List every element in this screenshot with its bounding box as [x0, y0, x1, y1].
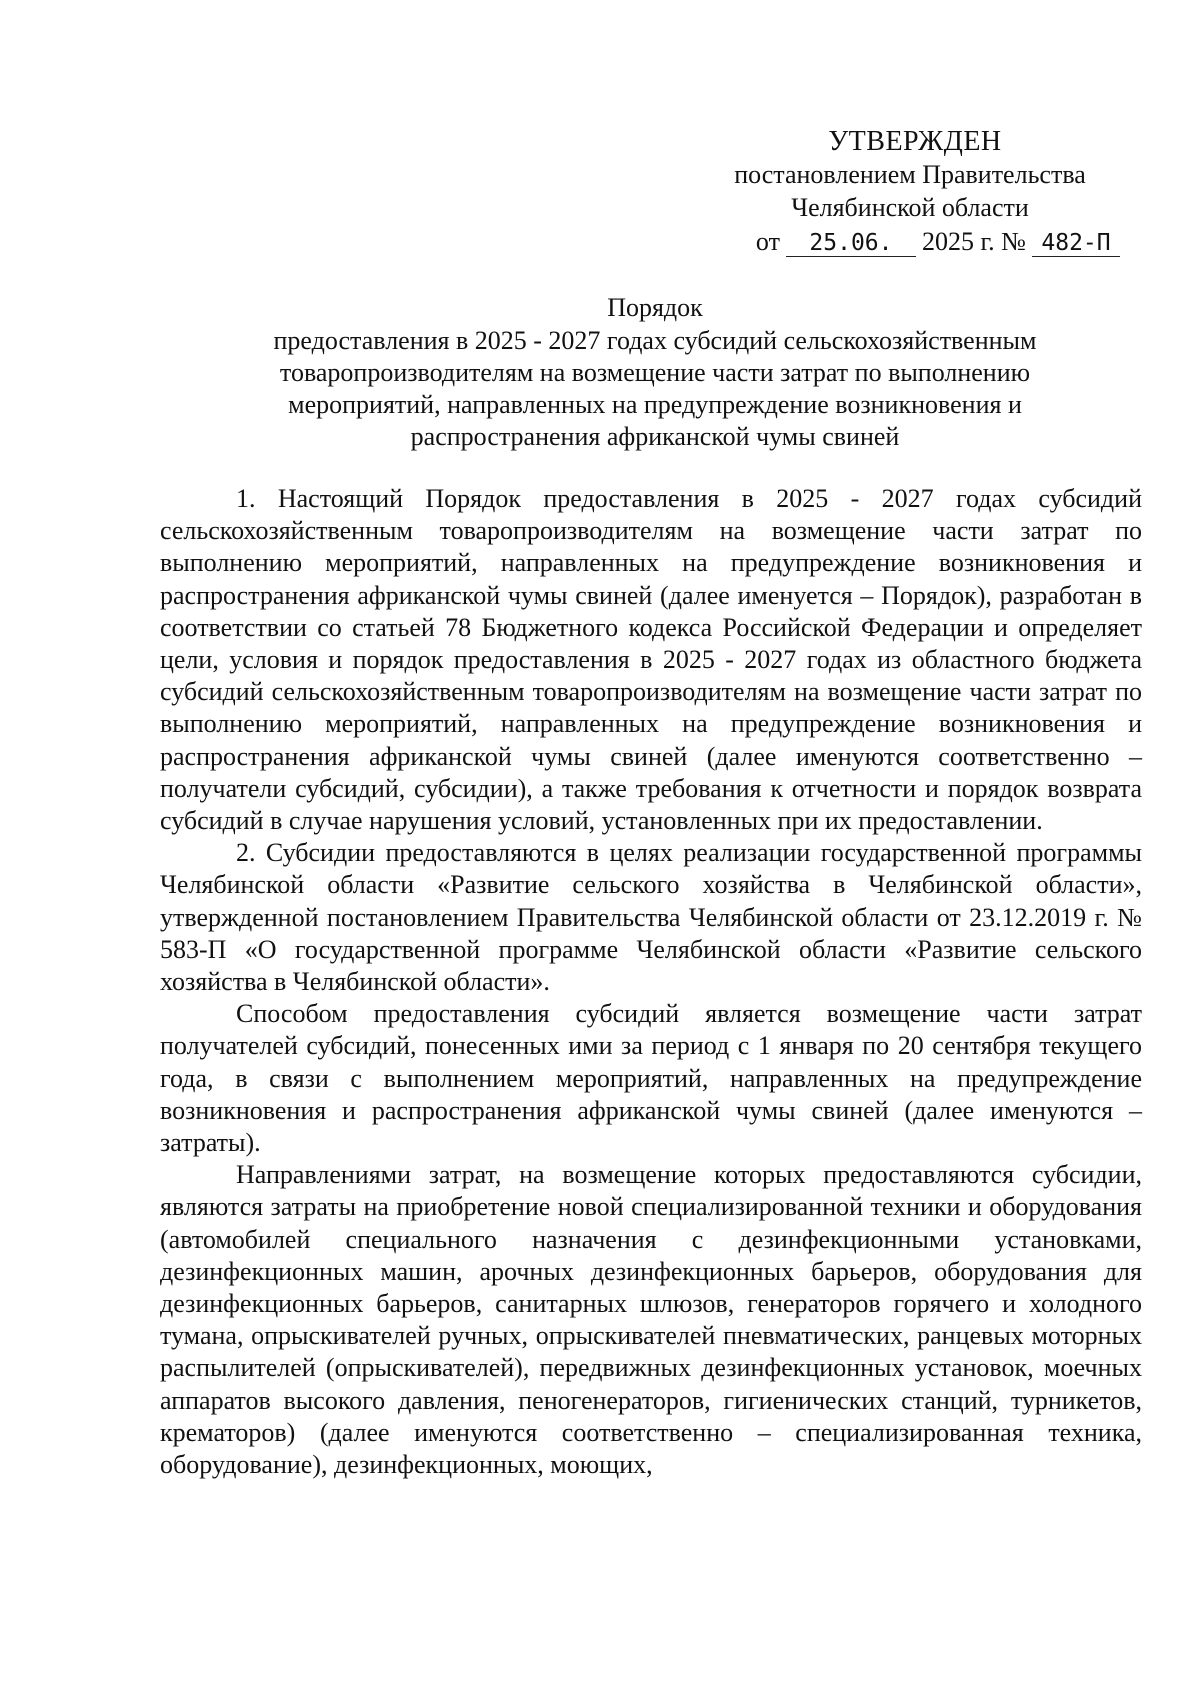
- approved-heading: УТВЕРЖДЕН: [828, 126, 1002, 157]
- title-subtitle-line: мероприятий, направленных на предупреждение возникновения и: [288, 390, 1022, 419]
- approval-date-line: [700, 225, 1120, 258]
- approval-year-label: 2025 г. №: [921, 227, 1026, 256]
- approval-line-2: Челябинской области: [791, 193, 1029, 222]
- paragraph-4: Направлениями затрат, на возмещение которых предоставляются субсидии, являются затраты на приобретение новой специализированной техники и оборудования (автомобилей специального назначения с дезинфекционными установками, дезинфекционных машин, арочных дезинфекционных барьеров, оборудования для дезинфекционных барьеров, санитарных шлюзов, генераторов горячего и холодного тумана, опрыскивателей ручных, опрыскивателей пневматических, ранцевых моторных распылителей (опрыскивателей), передвижных дезинфекционных установок, моечных аппаратов высокого давления, пеногенераторов, гигиенических станций, турникетов, крематоров) (далее именуются соответственно – специализированная техника, оборудование), дезинфекционных, моющих,: [160, 1160, 1142, 1480]
- paragraph-3: Способом предоставления субсидий является возмещение части затрат получателей субсидий, понесенных ими за период с 1 января по 20 сентября текущего года, в связи с выполнением мероприятий, направленных на предупреждение возникновения и распространения африканской чумы свиней (далее именуются – затраты).: [160, 999, 1142, 1158]
- paragraph-2: 2. Субсидии предоставляются в целях реализации государственной программы Челябинской области «Развитие сельского хозяйства в Челябинской области», утвержденной постановлением Правительства Челябинской области от 23.12.2019 г. № 583-П «О государственной программе Челябинской области «Развитие сельского хозяйства в Челябинской области».: [160, 838, 1142, 997]
- title-subtitle-line: предоставления в 2025 - 2027 годах субсидий сельскохозяйственным: [273, 326, 1037, 355]
- approval-number-field: 482-П: [1032, 230, 1120, 257]
- document-title: [160, 292, 1150, 453]
- approval-line-1: постановлением Правительства: [734, 160, 1086, 189]
- document-body: [160, 483, 1142, 1481]
- paragraph-1: 1. Настоящий Порядок предоставления в 2025 - 2027 годах субсидий сельскохозяйственным товаропроизводителям на возмещение части затрат по выполнению мероприятий, направленных на предупреждение возникновения и распространения африканской чумы свиней (далее именуется – Порядок), разработан в соответствии со статьей 78 Бюджетного кодекса Российской Федерации и определяет цели, условия и порядок предоставления в 2025 - 2027 годах из областного бюджета субсидий сельскохозяйственным товаропроизводителям на возмещение части затрат по выполнению мероприятий, направленных на предупреждение возникновения и распространения африканской чумы свиней (далее именуются соответственно – получатели субсидий, субсидии), а также требования к отчетности и порядок возврата субсидий в случае нарушения условий, установленных при их предоставлении.: [160, 484, 1142, 836]
- approval-stamp-block: [700, 125, 1120, 258]
- title-subtitle-line: распространения африканской чумы свиней: [410, 422, 900, 451]
- title-heading: Порядок: [607, 293, 703, 322]
- approval-date-field: 25.06.: [786, 230, 916, 257]
- title-subtitle-line: товаропроизводителям на возмещение части затрат по выполнению: [279, 358, 1031, 387]
- from-label: от: [755, 227, 780, 256]
